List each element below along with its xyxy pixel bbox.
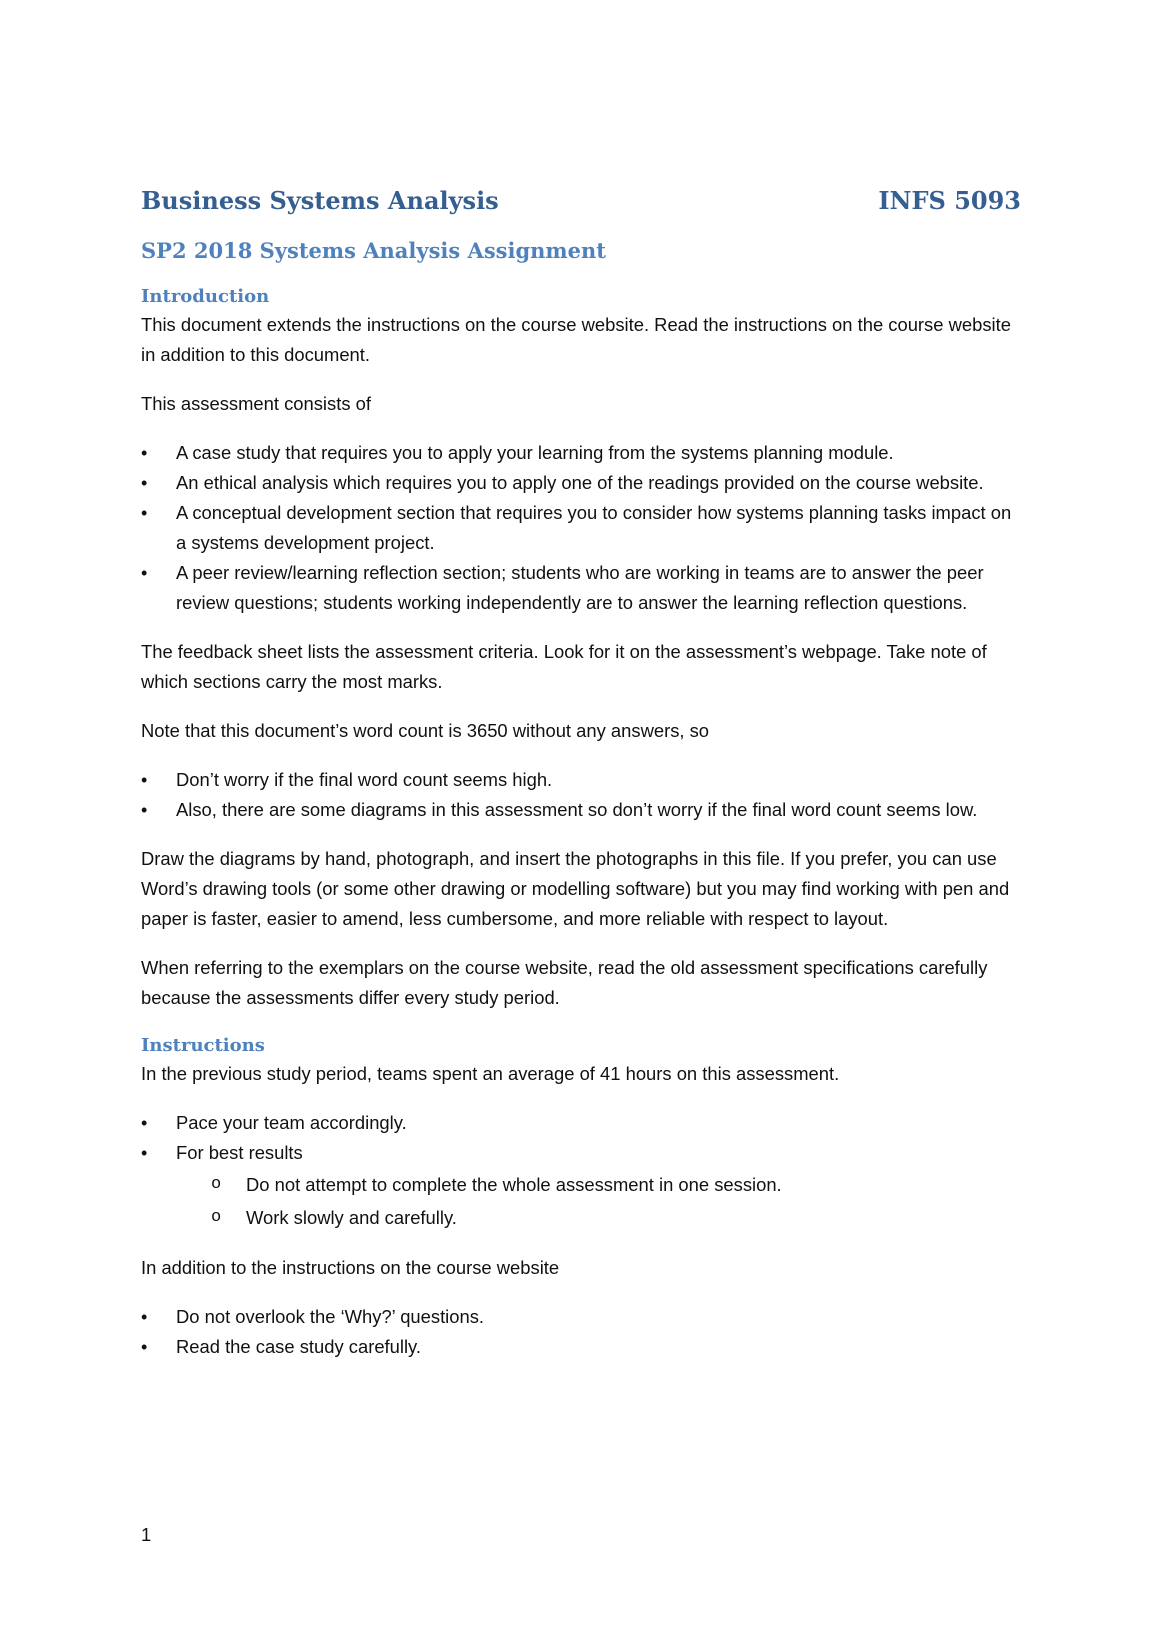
- instructions-heading: Instructions: [141, 1035, 265, 1056]
- list-item: • Read the case study carefully.: [141, 1332, 1021, 1362]
- assessment-components-list: [141, 438, 1021, 618]
- list-item: • A case study that requires you to apply your learning from the systems planning module.: [141, 438, 1021, 468]
- introduction-paragraph-2: This assessment consists of: [141, 393, 371, 414]
- page-number: 1: [141, 1524, 152, 1545]
- introduction-paragraph-1: This document extends the instructions on the course website. Read the instructions on the course website in addition to this document.: [141, 314, 1011, 365]
- list-item: • Do not overlook the ‘Why?’ questions.: [141, 1302, 1021, 1332]
- list-item: • Also, there are some diagrams in this assessment so don’t worry if the final word count seems low.: [141, 795, 1021, 825]
- introduction-paragraph-3: The feedback sheet lists the assessment criteria. Look for it on the assessment’s webpage. Take note of which sections carry the most marks.: [141, 641, 987, 692]
- introduction-heading: Introduction: [141, 286, 270, 307]
- list-item: • A conceptual development section that requires you to consider how systems planning tasks impact on a systems development project.: [141, 498, 1021, 558]
- sub-list-item: o Do not attempt to complete the whole assessment in one session.: [141, 1168, 1021, 1201]
- list-item: • Don’t worry if the final word count seems high.: [141, 765, 1021, 795]
- word-count-list: [141, 765, 1021, 825]
- document-page: [141, 186, 1021, 1362]
- instructions-list-2: [141, 1302, 1021, 1362]
- instructions-paragraph-2: In addition to the instructions on the course website: [141, 1257, 560, 1278]
- introduction-paragraph-6: When referring to the exemplars on the course website, read the old assessment specifications carefully because the assessments differ every study period.: [141, 957, 988, 1008]
- instructions-list-1: [141, 1108, 1021, 1234]
- document-subtitle: SP2 2018 Systems Analysis Assignment: [141, 238, 606, 263]
- course-code: INFS 5093: [878, 186, 1021, 215]
- introduction-paragraph-4: Note that this document’s word count is 3650 without any answers, so: [141, 720, 710, 741]
- sub-list-item: o Work slowly and carefully.: [141, 1201, 1021, 1234]
- document-header: [141, 186, 1021, 222]
- list-item: • Pace your team accordingly.: [141, 1108, 1021, 1138]
- list-item: • For best results: [141, 1138, 1021, 1168]
- list-item: • An ethical analysis which requires you to apply one of the readings provided on the course website.: [141, 468, 1021, 498]
- list-item: • A peer review/learning reflection section; students who are working in teams are to answer the peer review questions; students working independently are to answer the learning reflection questions.: [141, 558, 1021, 618]
- document-title: Business Systems Analysis: [141, 186, 499, 215]
- instructions-paragraph-1: In the previous study period, teams spent an average of 41 hours on this assessment.: [141, 1063, 840, 1084]
- introduction-paragraph-5: Draw the diagrams by hand, photograph, and insert the photographs in this file. If you prefer, you can use Word’s drawing tools (or some other drawing or modelling software) but you may find working with pen and paper is faster, easier to amend, less cumbersome, and more reliable with respect to layout.: [141, 848, 1010, 929]
